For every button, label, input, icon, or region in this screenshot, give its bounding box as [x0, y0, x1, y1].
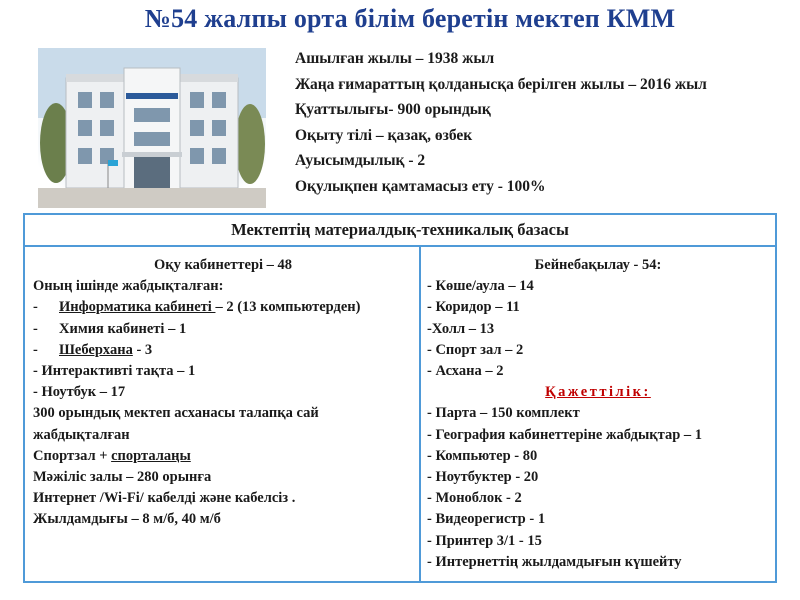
list-item: - Асхана – 2 [427, 363, 504, 380]
need-item: - Принтер 3/1 - 15 [427, 532, 542, 549]
list-item: -Холл – 13 [427, 320, 495, 337]
need-item: - Компьютер - 80 [427, 447, 538, 464]
page-title: №54 жалпы орта білім беретін мектеп КММ [144, 4, 676, 33]
list-item-text [59, 297, 360, 318]
internet: Интернет /Wi-Fi/ кабелді және кабелсіз . [33, 490, 296, 507]
sports-hall: Спортзал + [33, 447, 112, 464]
fact-shifts: Ауысымдылық - 2 [295, 152, 426, 169]
need-item: - Парта – 150 комплект [427, 405, 580, 422]
interactive-boards: - Интерактивті тақта – 1 [33, 363, 196, 380]
canteen: 300 орындық мектеп асханасы талапқа сай жабдықталған [33, 405, 319, 443]
chemistry-room: Химия кабинеті – 1 [59, 320, 187, 337]
sports-ground-link[interactable]: спорталаңы [111, 447, 191, 464]
panel-title: Мектептің материалдық-техникалық базасы [25, 215, 775, 247]
workshop-count: - 3 [132, 341, 153, 358]
classrooms-column [25, 247, 421, 581]
list-item [33, 319, 413, 340]
bullet-marker: - [33, 299, 38, 316]
fact-textbooks: Оқулықпен қамтамасыз ету - 100% [295, 177, 546, 195]
need-item: - Моноблок - 2 [427, 490, 522, 507]
need-item: - Интернеттің жылдамдығын күшейту [427, 553, 682, 570]
school-building-photo [38, 48, 266, 208]
informatics-link[interactable]: Информатика кабинеті [59, 299, 216, 316]
need-item: - Видеорегистр - 1 [427, 511, 546, 528]
need-item: - География кабинеттеріне жабдықтар – 1 [427, 426, 703, 443]
need-item: - Ноутбуктер - 20 [427, 469, 539, 486]
fact-new-building: Жаңа ғимараттың қолданысқа берілген жылы – 2016 жыл [295, 75, 707, 93]
internet-speed: Жылдамдығы – 8 м/б, 40 м/б [33, 511, 221, 528]
equipped-subheading: Оның ішінде жабдықталған: [33, 278, 224, 295]
list-item: - Спорт зал – 2 [427, 341, 524, 358]
informatics-count: – 2 (13 компьютерден) [215, 299, 361, 316]
list-item [33, 297, 413, 318]
fact-founded: Ашылған жылы – 1938 жыл [295, 50, 495, 67]
workshop-link[interactable]: Шеберхана [59, 341, 133, 358]
needs-heading: Қажеттілік: [545, 384, 651, 401]
list-item-text [59, 340, 152, 361]
fact-language: Оқыту тілі – қазақ, өзбек [295, 126, 473, 144]
bullet-marker: - [33, 341, 38, 358]
cctv-column [421, 247, 775, 581]
laptops: - Ноутбук – 17 [33, 384, 126, 401]
bullet-marker: - [33, 320, 38, 337]
cctv-heading: Бейнебақылау - 54: [534, 257, 662, 273]
list-item [33, 340, 413, 361]
material-base-panel [23, 213, 777, 583]
school-facts [295, 46, 795, 199]
classrooms-heading: Оқу кабинеттері – 48 [153, 257, 293, 273]
sports-line [33, 446, 413, 467]
fact-capacity: Қуаттылығы- 900 орындық [295, 101, 491, 118]
list-item: - Коридор – 11 [427, 299, 520, 316]
list-item: - Көше/аула – 14 [427, 278, 534, 295]
assembly-hall: Мәжіліс залы – 280 орынға [33, 469, 212, 486]
